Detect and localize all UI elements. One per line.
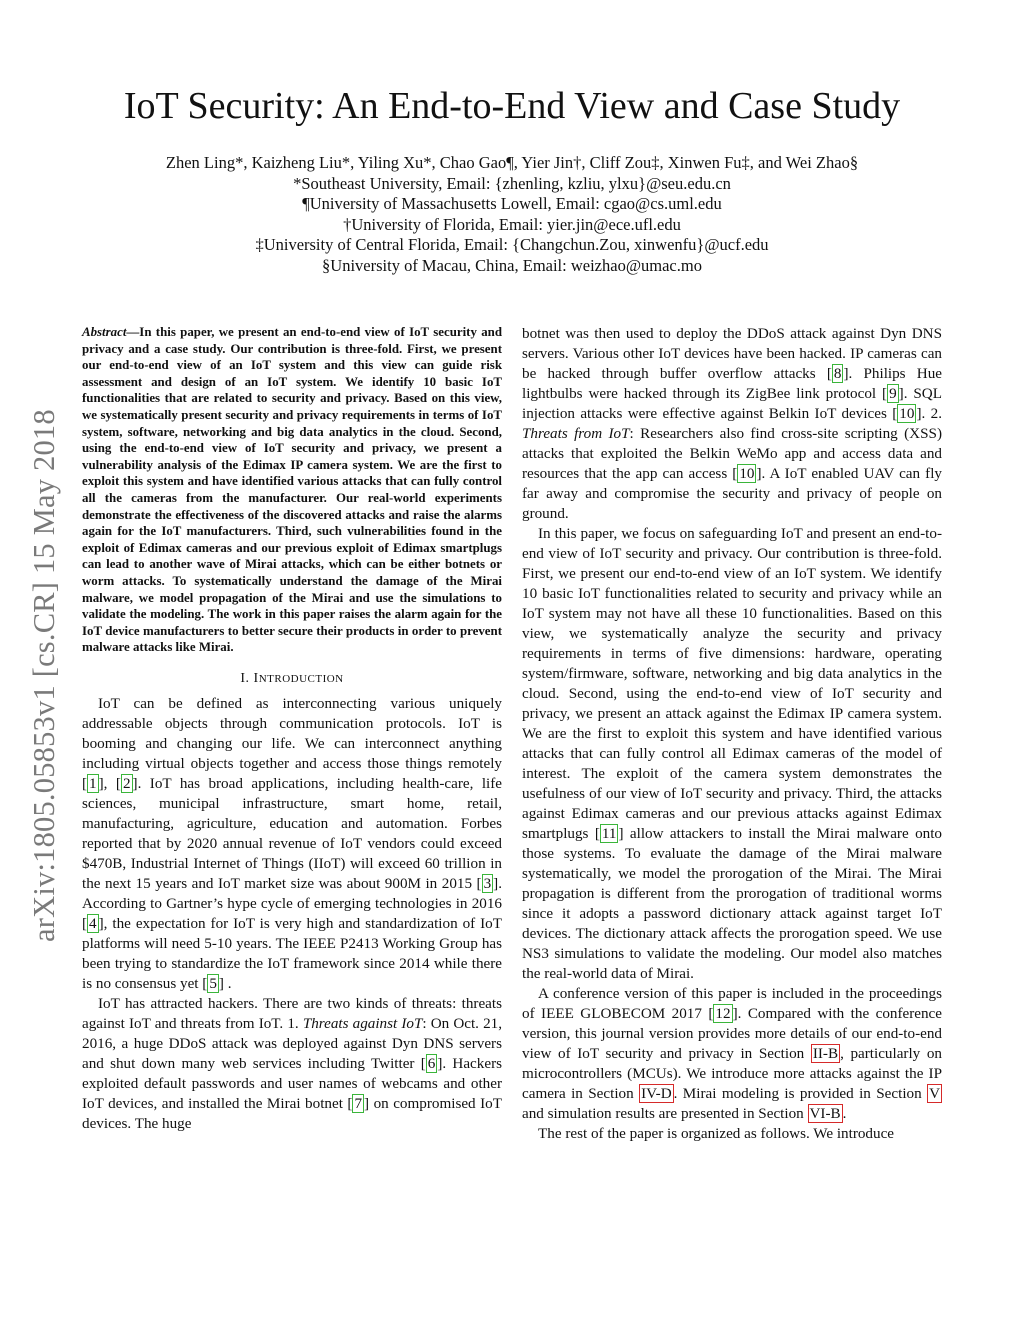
abstract <box>82 324 502 656</box>
affiliation-southeast: *Southeast University, Email: {zhenling, kzliu, ylxu}@seu.edu.cn <box>293 173 731 193</box>
paper-title: IoT Security: An End-to-End View and Case Study <box>123 85 901 127</box>
section-link[interactable]: IV-D <box>641 1085 672 1102</box>
citation-link[interactable]: 10 <box>739 465 755 482</box>
arxiv-watermark: arXiv:1805.05853v1 [cs.CR] 15 May 2018 <box>27 409 61 942</box>
citation-link[interactable]: 10 <box>899 405 915 422</box>
section-link[interactable]: V <box>929 1085 940 1102</box>
citation-link[interactable]: 11 <box>601 825 617 842</box>
author-list: Zhen Ling*, Kaizheng Liu*, Yiling Xu*, Chao Gao¶, Yier Jin†, Cliff Zou‡, Xinwen Fu‡, and Wei Zhao§ <box>165 153 859 172</box>
section-link[interactable]: II-B <box>812 1045 839 1062</box>
citation-link[interactable]: 3 <box>483 874 492 892</box>
citation-link[interactable]: 2 <box>122 774 131 792</box>
citation-link[interactable]: 8 <box>833 365 842 382</box>
intro-paragraph-1: IoT can be defined as interconnecting various uniquely addressable objects through communication protocols. IoT is booming and changing our life. We can interconnect anything including virtual objects together and access those things remotely [ 1 ], [ 2 ]. IoT has broad applications, including health-care, life sciences, municipal infrastructure, smart home, retail, manufacturing, agriculture, education and automation. Forbes reported that by 2020 annual revenue of IoT vendors could exceed $470B, Industrial Internet of Things (IIoT) will exceed 60 trillion in the next 15 years and IoT market size was about 900M in 2015 [ 3 ]. According to Gartner’s hype cycle of emerging technologies in 2016 [ 4 ], the expectation for IoT is very high and standardization of IoT platforms will need 5-10 years. The IEEE P2413 Working Group has been trying to standardize the IoT framework since 2014 while there is no consensus yet [ 5 ] . <box>82 694 503 992</box>
left-column <box>82 324 502 1134</box>
citation-link[interactable]: 4 <box>89 914 97 932</box>
citation-link[interactable]: 5 <box>209 974 217 992</box>
author-block <box>0 153 1024 276</box>
affiliation-umass-lowell: ¶University of Massachusetts Lowell, Email: cgao@cs.uml.edu <box>302 194 722 213</box>
citation-link[interactable]: 12 <box>715 1005 731 1022</box>
section-heading-introduction: I. INTRODUCTION <box>240 670 344 686</box>
right-column <box>522 324 942 1144</box>
affiliation-central-florida: ‡University of Central Florida, Email: {Changchun.Zou, xinwenfu}@ucf.edu <box>255 235 769 254</box>
citation-link[interactable]: 1 <box>89 774 97 792</box>
intro-paragraph-2: IoT has attracted hackers. There are two kinds of threats: threats against IoT and threats from IoT. 1. Threats against IoT: On Oct. 21, 2016, a huge DDoS attack was deployed against Dyn DNS servers and shut down many web services including Twitter [ 6 ]. Hackers exploited default passwords and user names of webcams and other IoT devices, and installed the Mirai botnet [ 7 ] on compromised IoT devices. The huge <box>82 994 503 1132</box>
intro-paragraph-3: In this paper, we focus on safeguarding IoT and present an end-to-end view of IoT security and privacy. Our contribution is three-fold. First, we present our end-to-end view of an IoT system. We identify 10 basic IoT functionalities related to security and privacy while an IoT system may not have all these 10 functionalities. Based on this view, we systematically analyze the security and privacy requirements in terms of five dimensions: hardware, operating system/firmware, software, networking and big data analytics in the cloud. Second, using the end-to-end view of IoT security and privacy, we present an attack against the Edimax IP camera system. We are the first to exploit this system and have identified various attacks that can fully control all Edimax cameras of the model of interest. The exploit of the camera system demonstrates the usefulness of our view of IoT security and privacy. Third, the attacks against Edimax cameras and our previous attacks against Edimax smartplugs [ 11 ] allow attackers to install the Mirai malware onto those systems. To evaluate the damage of the Mirai malware systematically, we model the prorogation of the Mirai. The Mirai propagation is different from the prorogation of traditional worms since it adopts a password dictionary attack against target IoT devices. The dictionary attack affects the prorogation speed. We use NS3 simulations to validate the modeling. Our model also matches the real-world data of Mirai. <box>522 525 942 982</box>
abstract-text: —In this paper, we present an end-to-end view of IoT security and privacy and a case study. Our contribution is three-fold. First, we present our end-to-end view of an IoT system and this view can guide risk assessment and design of an IoT system. We identify 10 basic IoT functionalities that are related to security and privacy. Based on this view, we systematically present security and privacy requirements in terms of IoT system, software, networking and big data analytics in the cloud. Second, using the end-to-end view of IoT security and privacy, we present a vulnerability analysis of the Edimax IP camera system. We are the first to exploit this system and have identified various attacks that can fully control all the cameras from the manufacturer. Our real-world experiments demonstrate the effectiveness of the discovered attacks and raise the alarms again for the IoT manufacturers. Third, such vulnerabilities found in the exploit of Edimax cameras and our previous exploit of Edimax smartplugs can lead to another wave of Mirai attacks, which can be either botnets or worm attacks. To systematically understand the damage of the Mirai malware, we model propagation of the Mirai and use the simulations to validate the modeling. The work in this paper raises the alarm again for the IoT device manufacturers to better secure their products in order to prevent malware attacks like Mirai. <box>82 325 502 655</box>
section-link[interactable]: VI-B <box>809 1105 841 1122</box>
citation-link[interactable]: 6 <box>427 1054 436 1072</box>
intro-paragraph-4: A conference version of this paper is included in the proceedings of IEEE GLOBECOM 2017 [ 12 ]. Compared with the conference version, this journal version provides more details of our end-to-end view of IoT security and privacy in Section II-B , particularly on microcontrollers (MCUs). We introduce more attacks against the IP camera in Section IV-D . Mirai modeling is provided in Section V and simulation results are presented in Section VI-B . <box>522 985 942 1122</box>
intro-paragraph-2-continued: botnet was then used to deploy the DDoS attack against Dyn DNS servers. Various other IoT devices have been hacked. IP cameras can be hacked through buffer overflow attacks [ 8 ]. Philips Hue lightbulbs were hacked through its ZigBee link protocol [ 9 ]. SQL injection attacks were effective against Belkin IoT devices [ 10 ]. 2. Threats from IoT: Researchers also find cross-site scripting (XSS) attacks that exploited the Belkin WeMo app and access data and resources that the app can access [ 10 ]. A IoT enabled UAV can fly far away and compromise the security and privacy of people on ground. <box>522 325 942 522</box>
affiliation-florida: †University of Florida, Email: yier.jin@ece.ufl.edu <box>343 214 681 234</box>
intro-paragraph-5: The rest of the paper is organized as follows. We introduce <box>538 1125 895 1142</box>
affiliation-macau: §University of Macau, China, Email: weizhao@umac.mo <box>322 255 702 275</box>
citation-link[interactable]: 7 <box>354 1094 363 1112</box>
citation-link[interactable]: 9 <box>889 385 897 402</box>
abstract-label: Abstract <box>82 325 127 339</box>
